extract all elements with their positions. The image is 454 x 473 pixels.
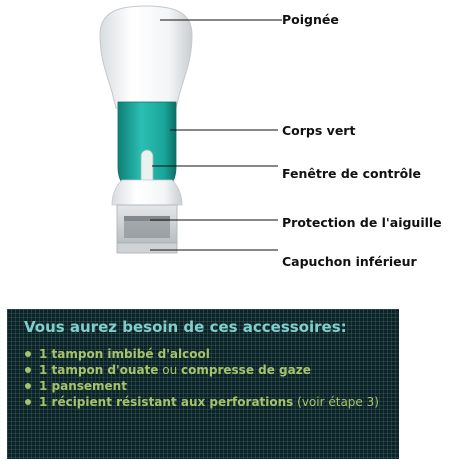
needle-protection-part — [117, 205, 177, 243]
list-item — [25, 378, 393, 394]
item-text: 1 récipient résistant aux perforations — [39, 395, 294, 409]
list-item — [25, 394, 393, 410]
bullet-icon — [25, 383, 31, 389]
item-text: 1 pansement — [39, 379, 127, 393]
item-text: 1 tampon d'ouate — [39, 363, 159, 377]
item-text-note: (voir étape 3) — [293, 395, 379, 409]
handle-part — [100, 6, 192, 108]
accessories-title: Vous aurez besoin de ces accessoires: — [24, 318, 347, 336]
list-item — [25, 346, 393, 362]
bullet-icon — [25, 351, 31, 357]
accessories-panel — [7, 309, 399, 459]
bottom-cap-part — [117, 243, 177, 253]
label-handle: Poignée — [282, 12, 339, 27]
label-needle-protection: Protection de l'aiguille — [282, 215, 442, 230]
label-control-window: Fenêtre de contrôle — [282, 166, 422, 181]
label-bottom-cap: Capuchon inférieur — [282, 254, 417, 269]
item-text-connector: ou — [158, 363, 182, 377]
item-text: 1 tampon imbibé d'alcool — [39, 347, 210, 361]
list-item — [25, 362, 393, 378]
bullet-icon — [25, 367, 31, 373]
bullet-icon — [25, 399, 31, 405]
label-green-body: Corps vert — [282, 123, 356, 138]
collar-part — [112, 180, 182, 205]
accessories-list — [25, 346, 393, 410]
item-text-alt: compresse de gaze — [181, 363, 311, 377]
